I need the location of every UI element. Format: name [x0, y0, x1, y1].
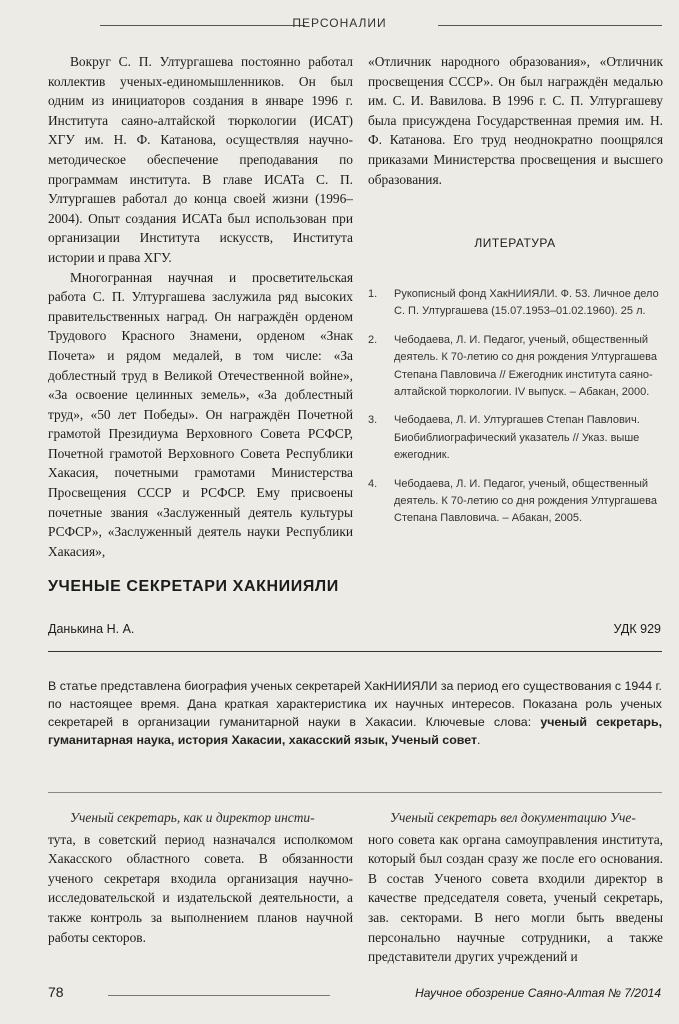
literature-item: [368, 412, 664, 464]
body-right-handwritten: Ученый секретарь вел документацию Уче-: [390, 810, 636, 825]
literature-item-text: Чебодаева, Л. И. Педагог, ученый, общественный деятель. К 70-летию со дня рождения Ултургашева Степана Павловича. – Абакан, 2005.: [394, 477, 657, 525]
literature-item: [368, 332, 664, 402]
header-rule-right: [438, 25, 662, 26]
literature-item: [368, 286, 664, 321]
literature-item-number: 2.: [368, 333, 378, 346]
literature-item-number: 4.: [368, 477, 378, 490]
author-rule: [48, 651, 662, 652]
right-column: [368, 52, 663, 189]
abstract-rule: [48, 792, 662, 793]
right-paragraph-1: «Отличник народного образования», «Отличник просвещения СССР». Он был награждён медалью им. С. И. Вавилова. В 1996 г. С. П. Ултургашеву была присуждена Государственная премия им. Н. Ф. Катанова. Его труд неоднократно поощрялся приказами Министерства просвещения и высшего образования.: [368, 54, 663, 187]
literature-title: ЛИТЕРАТУРА: [474, 236, 556, 250]
body-right-text: ного совета как органа самоуправления института, который был создан сразу же после его основания. В состав Ученого совета входили директор в качестве председателя совета, ученый секретарь, зав. секторами. В него могли быть введены персонально научные сотрудники, а также представители других учреждений и: [368, 831, 663, 965]
abstract: [48, 677, 662, 749]
literature-list: [368, 286, 664, 539]
body-right-column: [368, 808, 663, 967]
literature-item-text: Рукописный фонд ХакНИИЯЛИ. Ф. 53. Личное дело С. П. Ултургашева (15.07.1953–01.02.1960). 25 л.: [394, 288, 659, 318]
literature-item-text: Чебодаева, Л. И. Ултургашев Степан Павлович. Биобиблиографический указатель // Указ. выше ежегодник.: [394, 414, 640, 462]
literature-item-number: 1.: [368, 288, 378, 300]
article-udk: УДК 929: [613, 622, 661, 636]
keywords: ученый секретарь, гуманитарная наука, история Хакасии, хакасский язык, Ученый совет: [48, 715, 663, 747]
body-left-text: тута, в советский период назначался исполкомом Хакасского областного совета. В обязанности ученого секретаря входила организация научно-исследовательской и издательской деятельности, а также контроль за выполнением планов научной работы секторов.: [48, 831, 353, 945]
keywords-end: .: [477, 733, 481, 747]
page-number: 78: [48, 984, 64, 1000]
literature-item: [368, 476, 664, 528]
body-left-handwritten: Ученый секретарь, как и директор инсти-: [70, 810, 315, 825]
footer-rule: [108, 995, 330, 996]
literature-item-number: 3.: [368, 414, 378, 427]
section-header: ПЕРСОНАЛИИ: [292, 16, 387, 30]
abstract-text: В статье представлена биография ученых секретарей ХакНИИЯЛИ за период его существования с 1944 г. по настоящее время. Дана краткая характеристика их научных интересов. Показана роль ученых секретарей в организации гуманитарной науки в Хакасии.: [48, 679, 662, 729]
article-author: Данькина Н. А.: [48, 622, 135, 636]
keywords-label: Ключевые слова:: [425, 715, 532, 729]
journal-name: Научное обозрение Саяно-Алтая № 7/2014: [415, 986, 661, 1000]
literature-item-text: Чебодаева, Л. И. Педагог, ученый, общественный деятель. К 70-летию со дня рождения Ултургашева Степана Павловича // Ежегодник института саяно-алтайской тюркологии. IV выпуск. – Абакан, 2000.: [394, 333, 657, 399]
left-paragraph-2: Многогранная научная и просветительская работа С. П. Ултургашева заслужила ряд высоких правительственных наград. Он награждён орденом Трудового Красного Знамени, орденом «Знак Почета» и рядом медалей, в том числе: «За доблестный труд в Великой Отечественной войне», «За освоение целинных земель», «За доблестный труд», «50 лет Победы». Он награждён Почетной грамотой Президиума Верховного Совета РСФСР, Почетной грамотой Верховного Совета Республики Хакасия, почетными грамотами Министерства Просвещения СССР и РСФСР. Ему присвоены почетные звания «Заслуженный деятель культуры РСФСР», «Заслуженный деятель науки Республики Хакасия»,: [48, 269, 353, 559]
article-title: УЧЕНЫЕ СЕКРЕТАРИ ХАКНИИЯЛИ: [48, 578, 339, 595]
left-paragraph-1: Вокруг С. П. Ултургашева постоянно работал коллектив ученых-единомышленников. Он был одним из инициаторов создания в январе 1996 г. Института саяно-алтайской тюркологии (ИСАТ) ХГУ им. Н. Ф. Катанова, осуществляя научно-методическое обеспечение преподавания по программам института. В главе ИСАТа С. П. Ултургашев работал до конца своей жизни (1996–2004). Опыт создания ИСАТа был использован при организации Института искусств, Института истории и права ХГУ.: [48, 54, 353, 265]
body-left-column: [48, 808, 353, 947]
left-column: [48, 52, 353, 561]
